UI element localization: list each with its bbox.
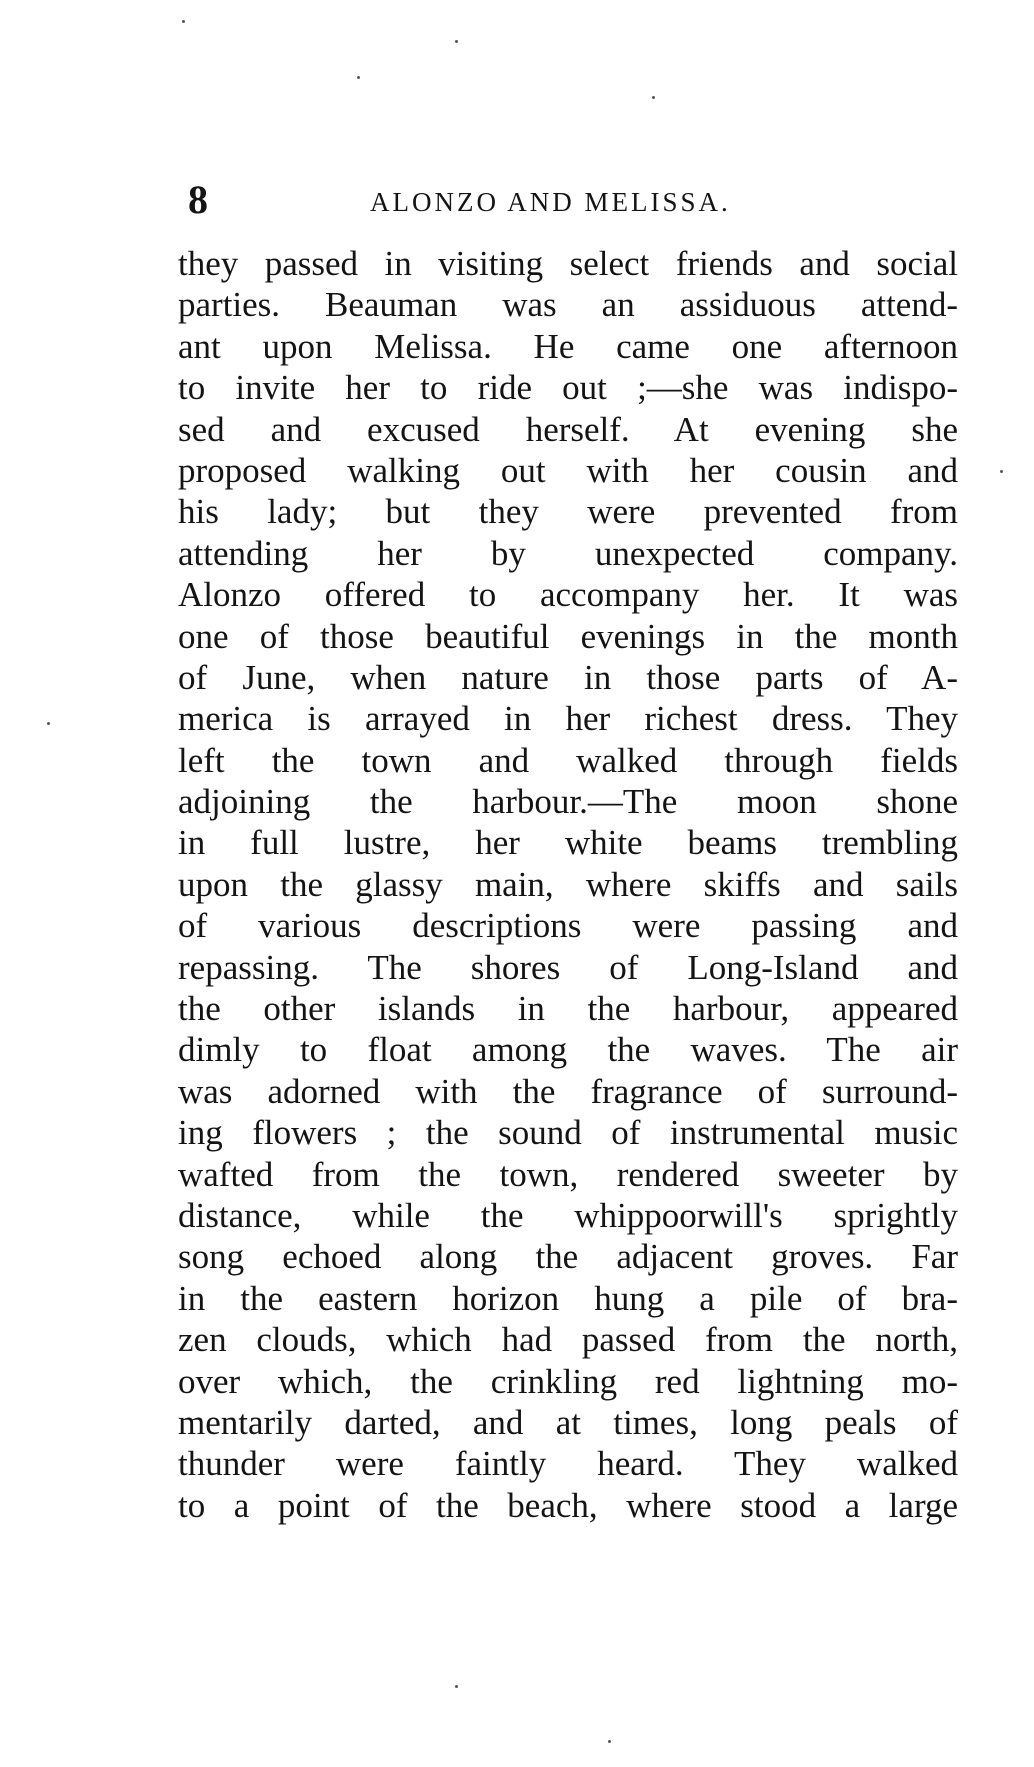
text-line: over which, the crinkling red lightning mo- [178,1361,958,1401]
text-line: one of those beautiful evenings in the month [178,616,958,656]
text-line: of various descriptions were passing and [178,906,958,946]
text-line: sed and excused herself. At evening she [178,409,958,449]
text-line: was adorned with the fragrance of surround- [178,1071,958,1111]
text-line: merica is arrayed in her richest dress. They [178,699,958,739]
text-line: song echoed along the adjacent groves. Far [178,1237,958,1277]
text-line: left the town and walked through fields [178,740,958,780]
text-line: they passed in visiting select friends and social [178,244,958,283]
scan-speck [455,1685,458,1688]
page-number: 8 [188,177,208,222]
scan-speck [652,96,655,99]
text-line: proposed walking out with her cousin and [178,450,958,490]
scan-speck [182,20,185,23]
running-title: ALONZO AND MELISSA. [370,187,731,217]
text-line: attending her by unexpected company. [178,533,958,573]
scan-speck [455,40,458,43]
text-line: to a point of the beach, where stood a large [178,1485,958,1525]
text-line: repassing. The shores of Long-Island and [178,947,958,987]
text-line: in the eastern horizon hung a pile of bra- [178,1278,958,1318]
scan-speck [1000,470,1003,473]
scan-speck [608,1740,611,1743]
text-line: zen clouds, which had passed from the north, [178,1320,958,1360]
text-line: of June, when nature in those parts of A- [178,657,958,697]
text-line: adjoining the harbour.—The moon shone [178,782,958,822]
text-line: wafted from the town, rendered sweeter by [178,1154,958,1194]
text-line: in full lustre, her white beams trembling [178,823,958,863]
text-line: to invite her to ride out ;—she was indispo- [178,368,958,408]
body-text [178,243,958,1526]
text-line: mentarily darted, and at times, long peals of [178,1402,958,1442]
text-line: Alonzo offered to accompany her. It was [178,575,958,615]
text-line: the other islands in the harbour, appeared [178,989,958,1029]
text-line: parties. Beauman was an assiduous attend- [178,285,958,325]
text-line: thunder were faintly heard. They walked [178,1444,958,1484]
text-line: his lady; but they were prevented from [178,492,958,532]
text-line: distance, while the whippoorwill's sprightly [178,1195,958,1235]
text-line: ant upon Melissa. He came one afternoon [178,326,958,366]
text-line: upon the glassy main, where skiffs and sails [178,864,958,904]
text-line: ing flowers ; the sound of instrumental music [178,1113,958,1153]
scan-speck [47,722,50,725]
page-header [178,178,958,222]
text-line: dimly to float among the waves. The air [178,1030,958,1070]
scan-speck [357,76,360,79]
